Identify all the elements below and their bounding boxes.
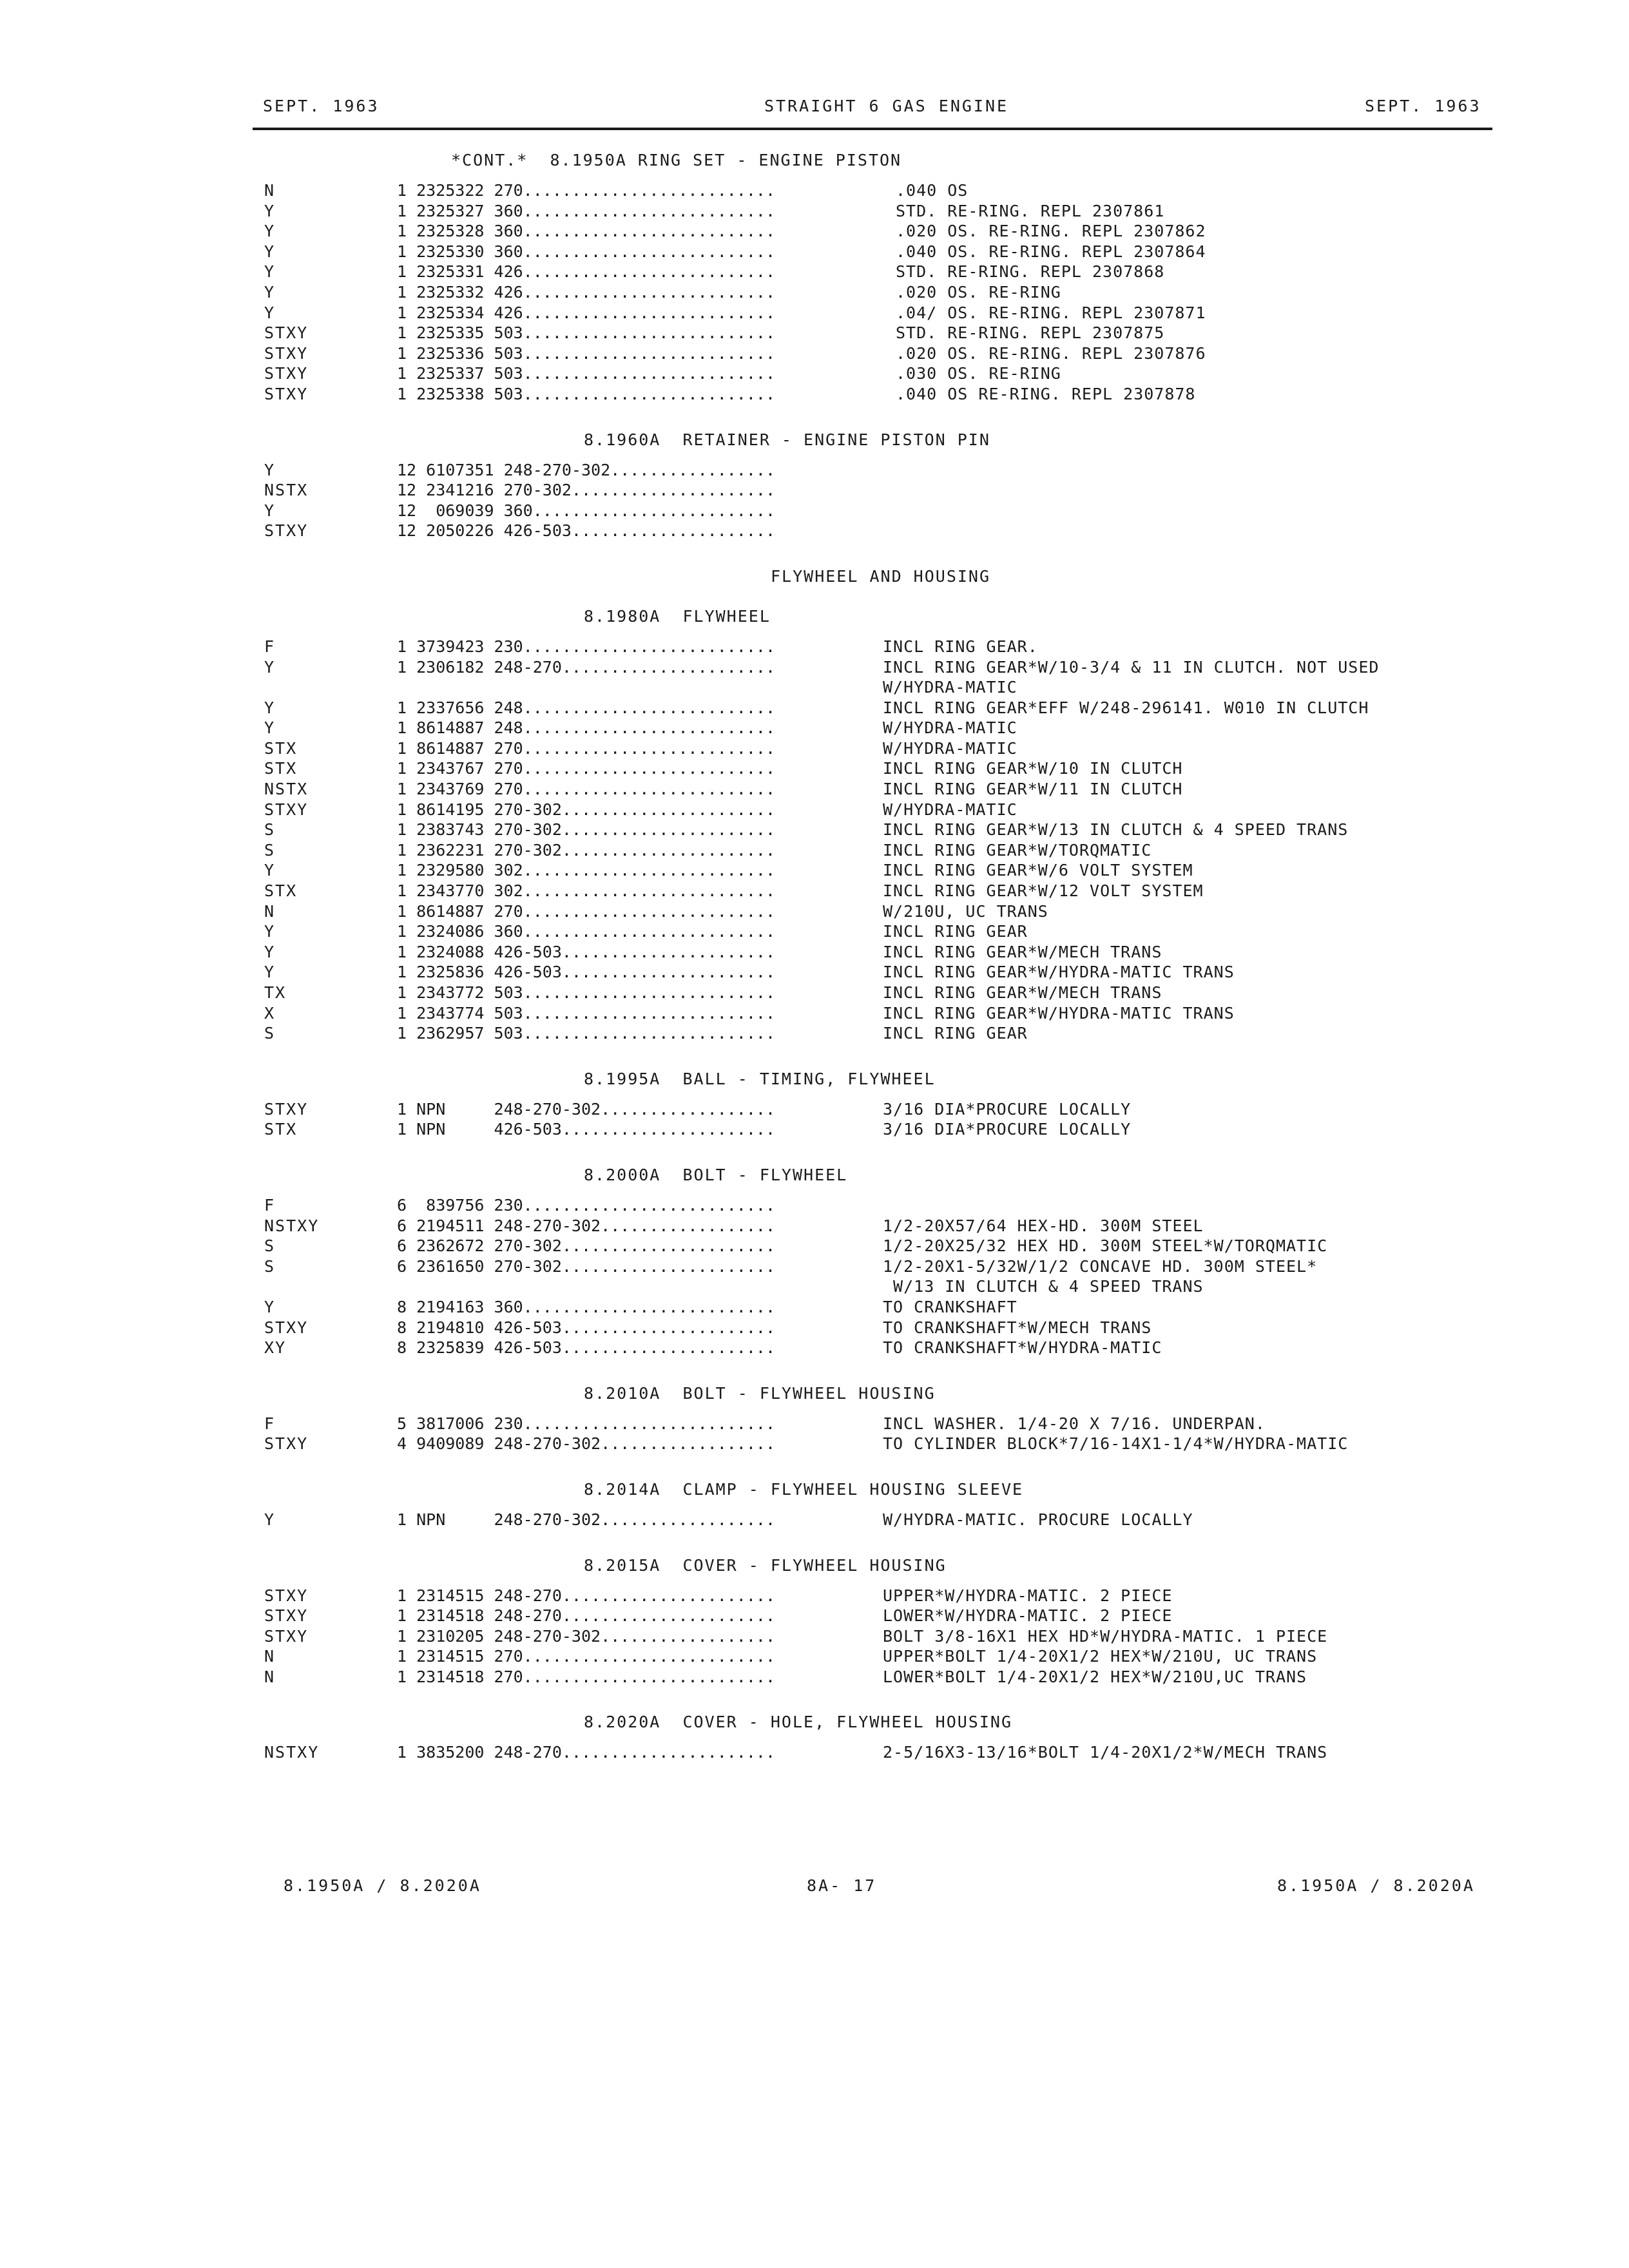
part-number: 1 2314515 270.......................... (397, 1647, 775, 1666)
part-description: INCL RING GEAR (883, 1024, 1028, 1043)
part-description: .020 OS. RE-RING (896, 282, 1061, 302)
part-row (0, 677, 1629, 698)
model-code: NSTXY (264, 1743, 320, 1762)
part-row (0, 942, 1629, 963)
part-row (0, 1338, 1629, 1358)
model-code: STXY (264, 800, 309, 819)
part-row (0, 303, 1629, 323)
model-code: Y (264, 460, 276, 479)
model-code: F (264, 637, 276, 656)
model-code: Y (264, 242, 276, 261)
part-description: TO CRANKSHAFT (883, 1297, 1017, 1316)
section-heading: 8.2010A BOLT - FLYWHEEL HOUSING (584, 1383, 936, 1403)
part-row (0, 1297, 1629, 1318)
header-date-right: SEPT. 1963 (1365, 97, 1481, 115)
part-number: 1 8614195 270-302...................... (397, 800, 775, 819)
part-number: 4 9409089 248-270-302.................. (397, 1434, 775, 1454)
part-description: W/HYDRA-MATIC. PROCURE LOCALLY (883, 1510, 1193, 1529)
part-description: .040 OS (896, 181, 969, 200)
part-row (0, 881, 1629, 901)
part-description: 1/2-20X57/64 HEX-HD. 300M STEEL (883, 1216, 1204, 1235)
part-number: 1 3835200 248-270...................... (397, 1743, 775, 1762)
part-row (0, 800, 1629, 820)
part-number: 1 2325322 270.......................... (397, 181, 775, 200)
model-code: S (264, 1236, 276, 1256)
model-code: S (264, 1256, 276, 1276)
part-number: 1 8614887 270.......................... (397, 901, 775, 921)
part-description: .020 OS. RE-RING. REPL 2307876 (896, 343, 1206, 363)
part-row (0, 1606, 1629, 1626)
part-number: 1 2343772 503.......................... (397, 983, 775, 1002)
model-code: STXY (264, 343, 309, 363)
section-heading: 8.2020A COVER - HOLE, FLYWHEEL HOUSING (584, 1713, 1012, 1732)
part-row (0, 1318, 1629, 1338)
part-number: 12 6107351 248-270-302................. (397, 460, 775, 479)
part-description: W/13 IN CLUTCH & 4 SPEED TRANS (883, 1277, 1204, 1296)
part-number: 1 2325331 426.......................... (397, 262, 775, 282)
part-row (0, 180, 1629, 201)
section-spacer (0, 1044, 1629, 1059)
part-number: 1 2343770 302.......................... (397, 881, 775, 901)
model-code: STXY (264, 1606, 309, 1626)
part-description: INCL RING GEAR*W/MECH TRANS (883, 942, 1162, 961)
part-number: 1 2343767 270.......................... (397, 759, 775, 778)
part-number: 1 2310205 248-270-302.................. (397, 1626, 775, 1646)
part-number: 6 2362672 270-302...................... (397, 1236, 775, 1256)
model-code: NSTXY (264, 1216, 320, 1235)
part-number: 1 2325836 426-503...................... (397, 963, 775, 982)
model-code: Y (264, 963, 276, 982)
part-row (0, 501, 1629, 521)
part-number: 1 2325337 503.......................... (397, 364, 775, 383)
part-description: STD. RE-RING. REPL 2307868 (896, 262, 1165, 282)
part-number: 1 2337656 248.......................... (397, 698, 775, 717)
model-code: N (264, 1647, 276, 1666)
part-number: 1 2306182 248-270...................... (397, 657, 775, 677)
part-row (0, 1586, 1629, 1606)
model-code: STXY (264, 364, 309, 383)
model-code: Y (264, 282, 276, 302)
part-row (0, 262, 1629, 282)
part-number: 12 2341216 270-302..................... (397, 481, 775, 500)
part-row (0, 637, 1629, 657)
part-description: INCL RING GEAR*W/HYDRA-MATIC TRANS (883, 963, 1235, 982)
part-description: INCL RING GEAR*W/11 IN CLUTCH (883, 780, 1183, 799)
part-description: UPPER*BOLT 1/4-20X1/2 HEX*W/210U, UC TRANS (883, 1647, 1318, 1666)
model-code: STXY (264, 323, 309, 343)
section-spacer (0, 1140, 1629, 1155)
parts-listing (0, 140, 1629, 1778)
model-code: Y (264, 1297, 276, 1316)
part-number: 12 069039 360......................... (397, 501, 775, 520)
part-number: 1 2362231 270-302...................... (397, 840, 775, 860)
part-number: 8 2194163 360.......................... (397, 1297, 775, 1316)
header-title: STRAIGHT 6 GAS ENGINE (764, 97, 1009, 115)
model-code: STXY (264, 1586, 309, 1605)
section-heading: 8.1980A FLYWHEEL (584, 606, 771, 626)
part-row (0, 1276, 1629, 1297)
footer-range-right: 8.1950A / 8.2020A (1277, 1876, 1475, 1895)
part-number: 1 NPN 248-270-302.................. (397, 1510, 775, 1529)
part-number: 1 NPN 248-270-302.................. (397, 1099, 775, 1119)
section-spacer (0, 1763, 1629, 1778)
part-row (0, 983, 1629, 1003)
model-code: TX (264, 983, 287, 1002)
section-spacer (0, 1358, 1629, 1374)
part-description: BOLT 3/8-16X1 HEX HD*W/HYDRA-MATIC. 1 PIECE (883, 1626, 1328, 1646)
part-description: W/210U, UC TRANS (883, 901, 1048, 921)
part-row (0, 657, 1629, 678)
part-row (0, 698, 1629, 718)
part-description: INCL RING GEAR*W/6 VOLT SYSTEM (883, 861, 1193, 880)
section-spacer (0, 541, 1629, 557)
part-number: 1 2314518 248-270...................... (397, 1606, 775, 1626)
section-heading: *CONT.* 8.1950A RING SET - ENGINE PISTON (451, 151, 902, 169)
model-code: Y (264, 718, 276, 738)
part-row (0, 718, 1629, 738)
part-number: 1 2325335 503.......................... (397, 323, 775, 343)
part-number: 1 2383743 270-302...................... (397, 820, 775, 840)
part-number: 1 2314515 248-270...................... (397, 1586, 775, 1605)
part-number: 1 2343769 270.......................... (397, 780, 775, 799)
part-number: 1 2325330 360.......................... (397, 242, 775, 261)
part-description: 1/2-20X25/32 HEX HD. 300M STEEL*W/TORQMATIC (883, 1236, 1328, 1256)
part-row (0, 738, 1629, 759)
part-number: 1 NPN 426-503...................... (397, 1120, 775, 1139)
part-row (0, 1667, 1629, 1687)
model-code: N (264, 181, 276, 200)
part-number: 1 2362957 503.......................... (397, 1024, 775, 1043)
part-number: 6 2361650 270-302...................... (397, 1256, 775, 1276)
part-row (0, 323, 1629, 343)
part-description: INCL RING GEAR. (883, 637, 1038, 656)
part-description: INCL RING GEAR*EFF W/248-296141. W010 IN CLUTCH (883, 698, 1369, 717)
part-row (0, 1216, 1629, 1236)
part-description: INCL RING GEAR*W/MECH TRANS (883, 983, 1162, 1002)
part-row (0, 962, 1629, 983)
part-description: W/HYDRA-MATIC (883, 800, 1017, 819)
section-heading: 8.2015A COVER - FLYWHEEL HOUSING (584, 1555, 947, 1575)
model-code: Y (264, 657, 276, 677)
part-description: TO CYLINDER BLOCK*7/16-14X1-1/4*W/HYDRA-MATIC (883, 1434, 1349, 1454)
part-description: W/HYDRA-MATIC (883, 738, 1017, 758)
model-code: STXY (264, 1318, 309, 1337)
part-description: .040 OS. RE-RING. REPL 2307864 (896, 242, 1206, 261)
section-heading: 8.2014A CLAMP - FLYWHEEL HOUSING SLEEVE (584, 1479, 1024, 1499)
part-number: 1 2329580 302.......................... (397, 861, 775, 880)
part-description: .040 OS RE-RING. REPL 2307878 (896, 384, 1196, 403)
part-row (0, 1742, 1629, 1763)
part-number: 1 2325332 426.......................... (397, 282, 775, 302)
part-description: INCL RING GEAR*W/13 IN CLUTCH & 4 SPEED TRANS (883, 820, 1349, 840)
model-code: STXY (264, 1099, 309, 1119)
model-code: Y (264, 303, 276, 322)
part-row (0, 1646, 1629, 1667)
part-row (0, 1236, 1629, 1256)
part-row (0, 242, 1629, 262)
part-row (0, 1510, 1629, 1530)
part-row (0, 1023, 1629, 1044)
part-row (0, 1195, 1629, 1216)
part-description: W/HYDRA-MATIC (883, 678, 1017, 697)
part-description: INCL RING GEAR*W/HYDRA-MATIC TRANS (883, 1003, 1235, 1023)
model-code: STX (264, 738, 298, 758)
model-code: Y (264, 262, 276, 282)
model-code: F (264, 1195, 276, 1215)
model-code: NSTX (264, 780, 309, 799)
group-heading: FLYWHEEL AND HOUSING (771, 566, 991, 586)
part-number: 8 2325839 426-503...................... (397, 1338, 775, 1358)
model-code: STX (264, 881, 298, 901)
part-description: .030 OS. RE-RING (896, 364, 1061, 383)
part-description: UPPER*W/HYDRA-MATIC. 2 PIECE (883, 1586, 1173, 1605)
part-number: 5 3817006 230.......................... (397, 1414, 775, 1433)
section-spacer (0, 1454, 1629, 1470)
part-description: INCL RING GEAR (883, 922, 1028, 941)
part-number: 1 2314518 270.......................... (397, 1667, 775, 1686)
part-number: 1 2325338 503.......................... (397, 384, 775, 403)
part-row (0, 1119, 1629, 1140)
part-row (0, 384, 1629, 405)
part-row (0, 901, 1629, 922)
part-row (0, 758, 1629, 779)
model-code: STX (264, 759, 298, 778)
header-rule (253, 128, 1492, 130)
part-row (0, 1256, 1629, 1277)
part-row (0, 460, 1629, 481)
part-row (0, 201, 1629, 222)
part-row (0, 779, 1629, 800)
part-row (0, 921, 1629, 942)
model-code: STXY (264, 384, 309, 403)
header-date-left: SEPT. 1963 (263, 97, 380, 115)
part-row (0, 860, 1629, 881)
part-number: 8 2194810 426-503...................... (397, 1318, 775, 1337)
part-description: LOWER*W/HYDRA-MATIC. 2 PIECE (883, 1606, 1173, 1626)
part-number: 1 2325334 426.......................... (397, 303, 775, 322)
section-spacer (0, 1530, 1629, 1546)
part-row (0, 480, 1629, 501)
part-description: .020 OS. RE-RING. REPL 2307862 (896, 222, 1206, 241)
part-description: 3/16 DIA*PROCURE LOCALLY (883, 1099, 1132, 1119)
part-number: 1 2325327 360.......................... (397, 201, 775, 220)
model-code: Y (264, 861, 276, 880)
part-description: STD. RE-RING. REPL 2307861 (896, 201, 1165, 220)
part-description: 3/16 DIA*PROCURE LOCALLY (883, 1120, 1132, 1139)
part-row (0, 343, 1629, 364)
model-code: XY (264, 1338, 287, 1358)
part-number: 1 2325336 503.......................... (397, 343, 775, 363)
model-code: NSTX (264, 481, 309, 500)
part-description: 1/2-20X1-5/32W/1/2 CONCAVE HD. 300M STEEL* (883, 1256, 1318, 1276)
section-heading: 8.1960A RETAINER - ENGINE PISTON PIN (584, 430, 990, 449)
section-heading: 8.2000A BOLT - FLYWHEEL (584, 1165, 848, 1184)
part-row (0, 1099, 1629, 1120)
part-description: TO CRANKSHAFT*W/MECH TRANS (883, 1318, 1152, 1337)
model-code: Y (264, 1510, 276, 1529)
part-row (0, 840, 1629, 861)
part-number: 6 839756 230.......................... (397, 1195, 775, 1215)
part-description: INCL RING GEAR*W/10 IN CLUTCH (883, 759, 1183, 778)
model-code: F (264, 1414, 276, 1433)
model-code: Y (264, 922, 276, 941)
model-code: STXY (264, 1626, 309, 1646)
part-description: TO CRANKSHAFT*W/HYDRA-MATIC (883, 1338, 1162, 1358)
part-row (0, 820, 1629, 840)
model-code: STXY (264, 1434, 309, 1454)
model-code: S (264, 820, 276, 840)
part-description: 2-5/16X3-13/16*BOLT 1/4-20X1/2*W/MECH TRANS (883, 1743, 1328, 1762)
part-number: 1 2325328 360.......................... (397, 222, 775, 241)
section-heading: 8.1995A BALL - TIMING, FLYWHEEL (584, 1069, 936, 1088)
part-number: 1 8614887 270.......................... (397, 738, 775, 758)
part-description: LOWER*BOLT 1/4-20X1/2 HEX*W/210U,UC TRANS (883, 1667, 1307, 1686)
part-number: 1 3739423 230.......................... (397, 637, 775, 656)
model-code: Y (264, 942, 276, 961)
model-code: STX (264, 1120, 298, 1139)
model-code: S (264, 1024, 276, 1043)
model-code: Y (264, 201, 276, 220)
model-code: STXY (264, 521, 309, 541)
model-code: Y (264, 222, 276, 241)
part-description: INCL RING GEAR*W/12 VOLT SYSTEM (883, 881, 1204, 901)
section-spacer (0, 405, 1629, 420)
part-description: INCL WASHER. 1/4-20 X 7/16. UNDERPAN. (883, 1414, 1266, 1433)
part-description: INCL RING GEAR*W/TORQMATIC (883, 840, 1152, 860)
model-code: X (264, 1003, 276, 1023)
part-row (0, 1003, 1629, 1024)
model-code: N (264, 1667, 276, 1686)
part-description: W/HYDRA-MATIC (883, 718, 1017, 738)
model-code: Y (264, 501, 276, 520)
model-code: S (264, 840, 276, 860)
part-row (0, 282, 1629, 303)
part-row (0, 1434, 1629, 1454)
model-code: N (264, 901, 276, 921)
part-number: 1 2324086 360.......................... (397, 922, 775, 941)
part-row (0, 363, 1629, 384)
part-description: STD. RE-RING. REPL 2307875 (896, 323, 1165, 343)
part-number: 1 2343774 503.......................... (397, 1003, 775, 1023)
footer-range-left: 8.1950A / 8.2020A (284, 1876, 481, 1895)
part-row (0, 221, 1629, 242)
part-number: 6 2194511 248-270-302.................. (397, 1216, 775, 1235)
section-spacer (0, 1687, 1629, 1702)
model-code: Y (264, 698, 276, 717)
part-number: 1 2324088 426-503...................... (397, 942, 775, 961)
page-number: 8A- 17 (807, 1876, 877, 1895)
part-number: 12 2050226 426-503..................... (397, 521, 775, 541)
part-row (0, 1626, 1629, 1647)
part-row (0, 1414, 1629, 1434)
part-description: .04/ OS. RE-RING. REPL 2307871 (896, 303, 1206, 322)
part-row (0, 521, 1629, 541)
part-number: 1 8614887 248.......................... (397, 718, 775, 738)
part-description: INCL RING GEAR*W/10-3/4 & 11 IN CLUTCH. NOT USED (883, 657, 1380, 677)
